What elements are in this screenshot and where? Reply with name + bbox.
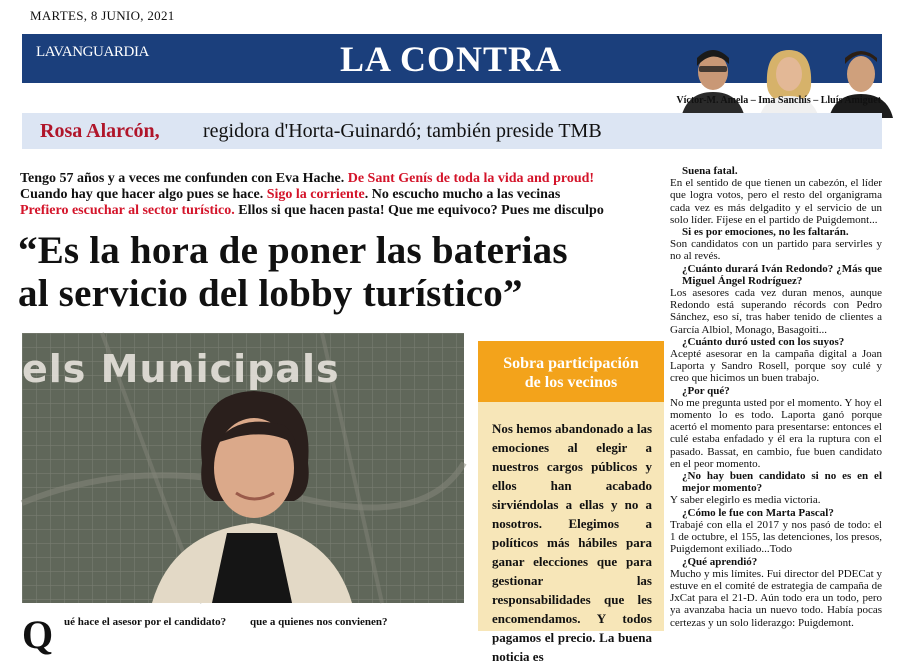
- intro-highlight: De Sant Genís de toda la vida and proud!: [347, 171, 595, 186]
- brand-logo: LAVANGUARDIA: [36, 44, 149, 60]
- intro-text: Tengo 57 años y a veces me confunden con Eva Hache.: [20, 171, 348, 186]
- intro-text: . No escucho mucho a las vecinas: [364, 187, 561, 202]
- answer: Los asesores cada vez duran menos, aunque Redondo está superando récords con Pedro Sánchez, eso sí, tras haber tenido de clientes a García Albiol, Monago, Basagoiti...: [670, 287, 882, 336]
- headline-line-2: al servicio del lobby turístico”: [18, 272, 523, 315]
- portrait-photo: [22, 333, 464, 603]
- intro-highlight: Prefiero escuchar al sector turístico.: [20, 203, 235, 218]
- intro-text: Ellos si que hacen pasta! Que me equivoco? Pues me disculpo: [234, 203, 604, 218]
- section-banner: [22, 34, 882, 83]
- question: ¿Cuánto durará Iván Redondo? ¿Más que Miguel Ángel Rodríguez?: [682, 262, 882, 287]
- authors-byline: Víctor-M. Amela – Ima Sanchís – Lluís Amiguet: [676, 95, 881, 106]
- question: ¿Por qué?: [682, 384, 730, 397]
- answer: Y saber elegirlo es media victoria.: [670, 494, 821, 507]
- question: Si es por emociones, no les faltarán.: [682, 226, 849, 239]
- author-photo-2: [753, 46, 823, 118]
- answer: Acepté asesorar en la campaña digital a Joan Laporta y Sandro Rosell, porque soy culé y creo que hicimos un buen trabajo.: [670, 348, 882, 385]
- question: ¿Cómo le fue con Marta Pascal?: [682, 506, 834, 519]
- sidebar-title-line-1: Sobra participación: [503, 355, 639, 372]
- sidebar-title: [478, 341, 664, 402]
- question: ¿Cuánto duró usted con los suyos?: [682, 335, 845, 348]
- answer: Trabajé con ella el 2017 y nos pasó de todo: el 1 de octubre, el 155, las detenciones, los presos, Puigdemont exiliado...Todo: [670, 518, 882, 556]
- sidebar-body: Nos hemos abandonado a las emociones al elegir a nuestros cargos públicos y ellos han acabado sirviéndolas a ellas y no a nosotros. Elegimos a políticos más hábiles para ganar elecciones que para gestionar las responsabilidades que les encomendamos. Y todos pagamos el precio. La buena noticia es: [492, 421, 652, 664]
- intro-text: Cuando hay que hacer algo pues se hace.: [20, 187, 267, 202]
- portrait-figure: [22, 333, 464, 603]
- sidebar-box: [478, 341, 664, 664]
- column-1-question: ué hace el asesor por el candidato?: [64, 616, 227, 628]
- author-photo-1: [677, 46, 747, 118]
- headline-line-1: “Es la hora de poner las baterias: [18, 229, 568, 272]
- section-title: LA CONTRA: [340, 39, 563, 79]
- question: ¿Qué aprendió?: [682, 555, 758, 568]
- intro-paragraph: [20, 171, 680, 219]
- answer: Son candidatos con un partido para servirles y no al revés.: [670, 238, 882, 263]
- interviewee-deck: [22, 113, 882, 149]
- sidebar-title-line-2: de los vecinos: [524, 374, 618, 391]
- interview-column: [670, 165, 882, 629]
- answer: No me pregunta usted por el momento. Y hoy el momento lo es todo. Laporta ganó porque acertó el momento para presentarse: entonces el culé estaba enfadado y él era la ruptura con el pasado. Bassat, en cambio, fue buen candidato en el peor momento.: [670, 396, 882, 470]
- column-2-question: que a quienes nos convienen?: [250, 616, 388, 628]
- photo-sign-text: els Municipals: [22, 347, 340, 391]
- date: MARTES, 8 JUNIO, 2021: [30, 8, 175, 23]
- headline: [18, 229, 678, 315]
- interviewee-name: Rosa Alarcón,: [40, 120, 160, 142]
- question: Suena fatal.: [682, 165, 738, 177]
- answer: Mucho y mis límites. Fui director del PDECat y estuve en el comité de estrategia de campaña de JxCat para el 21-D. Aún todo era un todo, pero ya avanzaba hacia un nuevo todo. Había pocas certezas y un solo liderazgo: Puigdemont.: [670, 567, 882, 629]
- question: ¿No hay buen candidato si no es en el mejor momento?: [682, 470, 882, 495]
- answer: En el sentido de que tienen un cabezón, el líder que logra votos, pero el resto del organigrama cada vez es más delgadito y el servicio de un solo líder. Fíjese en el partido de Puigdemont...: [670, 177, 882, 226]
- interviewee-description: regidora d'Horta-Guinardó; también preside TMB: [203, 120, 602, 142]
- intro-line-1: [20, 171, 680, 187]
- bottom-columns: [22, 605, 682, 657]
- intro-line-3: [20, 203, 680, 219]
- intro-highlight: Sigo la corriente: [266, 187, 365, 202]
- author-photo-3: [827, 46, 897, 118]
- drop-cap: Q: [22, 612, 54, 657]
- intro-line-2: [20, 187, 680, 203]
